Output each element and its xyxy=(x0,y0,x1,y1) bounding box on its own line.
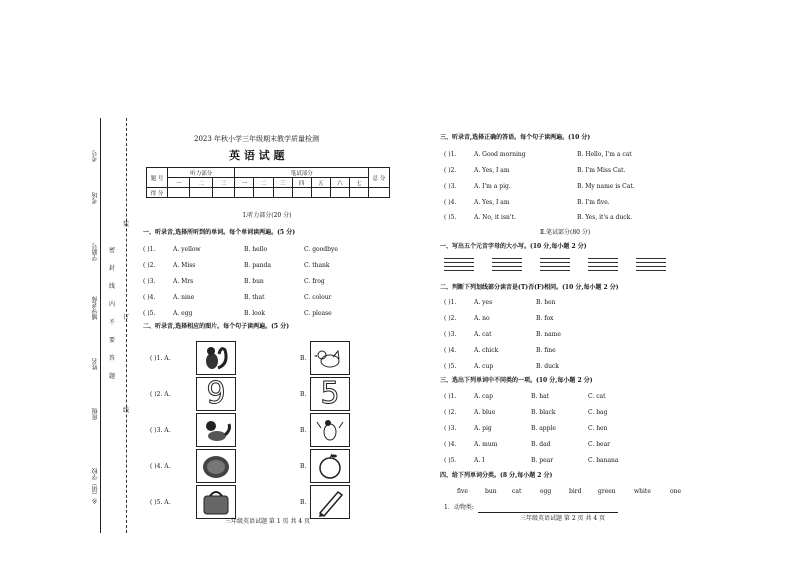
option-c: C. goodbye xyxy=(304,246,338,253)
q-number: ( )3. xyxy=(444,425,457,432)
exam-subject: 英 语 试 题 xyxy=(229,149,285,162)
seal-char: 要 xyxy=(109,337,116,344)
option-b: B. duck xyxy=(536,363,559,370)
section-title: 四、给下列单词分类。(8 分,每小题 2 分) xyxy=(440,472,553,479)
word: five xyxy=(457,488,468,495)
writing-heading: Ⅱ.笔试部分(80 分) xyxy=(540,229,591,236)
option-a: A. yes xyxy=(474,299,493,306)
label-seat-no: 学籍号 xyxy=(92,243,99,261)
option-a: A. cap xyxy=(474,393,493,400)
option-b: B. I'm five. xyxy=(577,199,610,206)
score-cell[interactable] xyxy=(369,188,390,198)
option-a: A. cup xyxy=(474,363,494,370)
word: green xyxy=(598,488,616,495)
col-header: 七 xyxy=(349,178,368,188)
option-b: B. black xyxy=(531,409,556,416)
option-a: A. Miss xyxy=(173,262,196,269)
apple-image xyxy=(310,449,350,483)
word: white xyxy=(634,488,651,495)
parrot-image xyxy=(310,413,350,447)
seal-char: 答 xyxy=(109,355,116,362)
score-cell[interactable] xyxy=(254,188,273,198)
option-b: B. look xyxy=(244,310,266,317)
exam-title: 2023 年秋小学三年级期末教学质量检测 xyxy=(194,135,320,143)
cut-mark: 装 xyxy=(123,221,130,228)
score-cell[interactable] xyxy=(349,188,368,198)
writing-header: 笔试部分 xyxy=(235,168,369,178)
option-c: C. hen xyxy=(588,425,608,432)
option-b: B. apple xyxy=(531,425,556,432)
option-b: B. Hello, I'm a cat xyxy=(577,151,632,158)
option-c: C. colour xyxy=(304,294,332,301)
option-c: C. please xyxy=(304,310,332,317)
q-number: ( )2. A. xyxy=(150,391,171,398)
cut-mark: 订 xyxy=(123,314,130,321)
page-footer: 三年级英语试题 第 2 页 共 4 页 xyxy=(520,515,606,522)
option-a: A. I xyxy=(474,457,485,464)
section-title: 三、选出下列单词中不同类的一项。(10 分,每小题 2 分) xyxy=(440,377,593,384)
option-a: A. Good morning xyxy=(474,151,526,158)
page-footer: 三年级英语试题 第 1 页 共 4 页 xyxy=(225,518,311,525)
q-number: ( )1. xyxy=(444,151,457,158)
section-title: 一、写出五个元音字母的大小写。(10 分,每小题 2 分) xyxy=(440,243,587,250)
word: bird xyxy=(569,488,582,495)
q-number: ( )1. xyxy=(444,299,457,306)
option-b: B. name xyxy=(536,331,561,338)
section-title: 二、听录音,选择相应的图片。每个句子读两遍。(5 分) xyxy=(143,323,290,330)
option-c: C. frog xyxy=(304,278,325,285)
option-a: A. yellow xyxy=(173,246,201,253)
label-exam-room: 考场 xyxy=(92,192,99,204)
option-b: B. hello xyxy=(244,246,268,253)
option-a: A. I'm a pig. xyxy=(474,183,511,190)
option-b: B. I'm Miss Cat. xyxy=(577,167,626,174)
option-b-label: B. xyxy=(300,427,307,434)
score-cell[interactable] xyxy=(212,188,234,198)
option-a: A. cat xyxy=(474,331,492,338)
score-cell[interactable] xyxy=(330,188,349,198)
score-cell[interactable] xyxy=(273,188,292,198)
label-teacher: 辅导老师 xyxy=(92,296,99,320)
writing-lines[interactable] xyxy=(492,258,522,274)
seal-char: 密 xyxy=(109,247,116,254)
q-number: ( )5. xyxy=(444,214,457,221)
option-c: C. cat xyxy=(588,393,606,400)
option-b: B. panda xyxy=(244,262,271,269)
q-number: ( )2. xyxy=(444,315,457,322)
option-c: C. banana xyxy=(588,457,619,464)
number-nine-image xyxy=(196,377,236,411)
option-c: C. bag xyxy=(588,409,608,416)
section-title: 三、听录音,选择正确的答语。每个句子读两遍。(10 分) xyxy=(440,134,591,141)
score-cell[interactable] xyxy=(311,188,330,198)
q-number: ( )3. xyxy=(444,183,457,190)
q-number: ( )1. xyxy=(143,246,156,253)
option-b-label: B. xyxy=(300,463,307,470)
score-cell[interactable] xyxy=(235,188,254,198)
option-b: B. that xyxy=(244,294,265,301)
q-number: ( )2. xyxy=(444,409,457,416)
writing-lines[interactable] xyxy=(588,258,618,274)
q-number: ( )3. xyxy=(444,331,457,338)
fox-image xyxy=(196,413,236,447)
option-a: A. mum xyxy=(474,441,498,448)
option-b: B. pear xyxy=(531,457,554,464)
option-b: B. hat xyxy=(531,393,550,400)
word: egg xyxy=(540,488,552,495)
col-header: 六 xyxy=(330,178,349,188)
nine-digit: 9 xyxy=(206,376,226,411)
total-header: 总 分 xyxy=(369,168,390,188)
option-b: B. My name is Cat. xyxy=(577,183,635,190)
word: cat xyxy=(512,488,522,495)
word: one xyxy=(670,488,682,495)
option-b: B. dad xyxy=(531,441,551,448)
seal-char: 题 xyxy=(109,373,116,380)
option-a: A. chick xyxy=(474,347,499,354)
orange-image xyxy=(196,449,236,483)
label-school: 乡（镇）学校 xyxy=(92,468,99,504)
option-b: B. Yes, it's a duck. xyxy=(577,214,633,221)
col-header: 三 xyxy=(273,178,292,188)
q-number: ( )2. xyxy=(444,167,457,174)
writing-lines[interactable] xyxy=(636,258,666,274)
q-number: ( )5. xyxy=(444,363,457,370)
q-number: ( )3. xyxy=(143,278,156,285)
section-title: 二、判断下列划线部分读音是(T)否(F)相同。(10 分,每小题 2 分) xyxy=(440,284,619,291)
option-a: A. Yes, I am xyxy=(474,167,510,174)
q-number: ( )1. A. xyxy=(150,355,171,362)
number-five-image xyxy=(310,377,350,411)
seal-char: 内 xyxy=(109,301,116,308)
q-number: ( )5. A. xyxy=(150,499,171,506)
option-b-label: B. xyxy=(300,355,307,362)
row-label: 题 号 xyxy=(147,168,168,188)
option-c: C. bear xyxy=(588,441,611,448)
q-number: ( )4. xyxy=(143,294,156,301)
category-label: 1．动物类: xyxy=(444,504,474,511)
listening-heading: Ⅰ.听力部分(20 分) xyxy=(243,212,292,219)
q-number: ( )4. xyxy=(444,441,457,448)
q-number: ( )2. xyxy=(143,262,156,269)
seal-char: 线 xyxy=(109,283,116,290)
option-a: A. Yes, I am xyxy=(474,199,510,206)
option-c: C. thank xyxy=(304,262,330,269)
seal-char: 不 xyxy=(109,319,116,326)
score-table xyxy=(146,167,390,198)
cut-mark: 线 xyxy=(123,407,130,414)
score-row-label: 得 分 xyxy=(147,188,168,198)
word: bun xyxy=(485,488,497,495)
q-number: ( )5. xyxy=(143,310,156,317)
option-a: A. blue xyxy=(474,409,496,416)
score-cell[interactable] xyxy=(168,188,190,198)
option-b-label: B. xyxy=(300,499,307,506)
col-header: 二 xyxy=(254,178,273,188)
option-a: A. no xyxy=(474,315,490,322)
bag-image xyxy=(196,485,236,519)
col-header: 三 xyxy=(212,178,234,188)
q-number: ( )4. xyxy=(444,199,457,206)
score-cell[interactable] xyxy=(292,188,311,198)
option-b: B. hen xyxy=(536,299,556,306)
q-number: ( )1. xyxy=(444,393,457,400)
score-cell[interactable] xyxy=(190,188,212,198)
option-b: B. fox xyxy=(536,315,554,322)
col-header: 二 xyxy=(190,178,212,188)
option-a: A. Mrs xyxy=(173,278,194,285)
bird-image xyxy=(310,341,350,375)
option-a: A. No, it isn't. xyxy=(474,214,516,221)
writing-lines[interactable] xyxy=(444,258,474,274)
squirrel-image xyxy=(196,341,236,375)
label-exam-no: 考号 xyxy=(92,150,99,162)
option-b-label: B. xyxy=(300,391,307,398)
option-a: A. nine xyxy=(173,294,195,301)
q-number: ( )4. xyxy=(444,347,457,354)
option-a: A. egg xyxy=(173,310,193,317)
section-title: 一、听录音,选择所听到的单词。每个单词读两遍。(5 分) xyxy=(143,229,296,236)
five-digit: 5 xyxy=(320,376,340,411)
col-header: 一 xyxy=(168,178,190,188)
col-header: 五 xyxy=(311,178,330,188)
option-b: B. bun xyxy=(244,278,264,285)
col-header: 四 xyxy=(292,178,311,188)
pencil-image xyxy=(310,485,350,519)
label-class: 班级 xyxy=(92,408,99,420)
answer-line[interactable] xyxy=(478,512,618,513)
q-number: ( )4. A. xyxy=(150,463,171,470)
option-b: B. fine xyxy=(536,347,556,354)
q-number: ( )5. xyxy=(444,457,457,464)
listening-header: 听力部分 xyxy=(168,168,235,178)
label-name: 姓名 xyxy=(92,358,99,370)
writing-lines[interactable] xyxy=(540,258,570,274)
q-number: ( )3. A. xyxy=(150,427,171,434)
col-header: 一 xyxy=(235,178,254,188)
seal-char: 封 xyxy=(109,265,116,272)
option-a: A. pig xyxy=(474,425,492,432)
